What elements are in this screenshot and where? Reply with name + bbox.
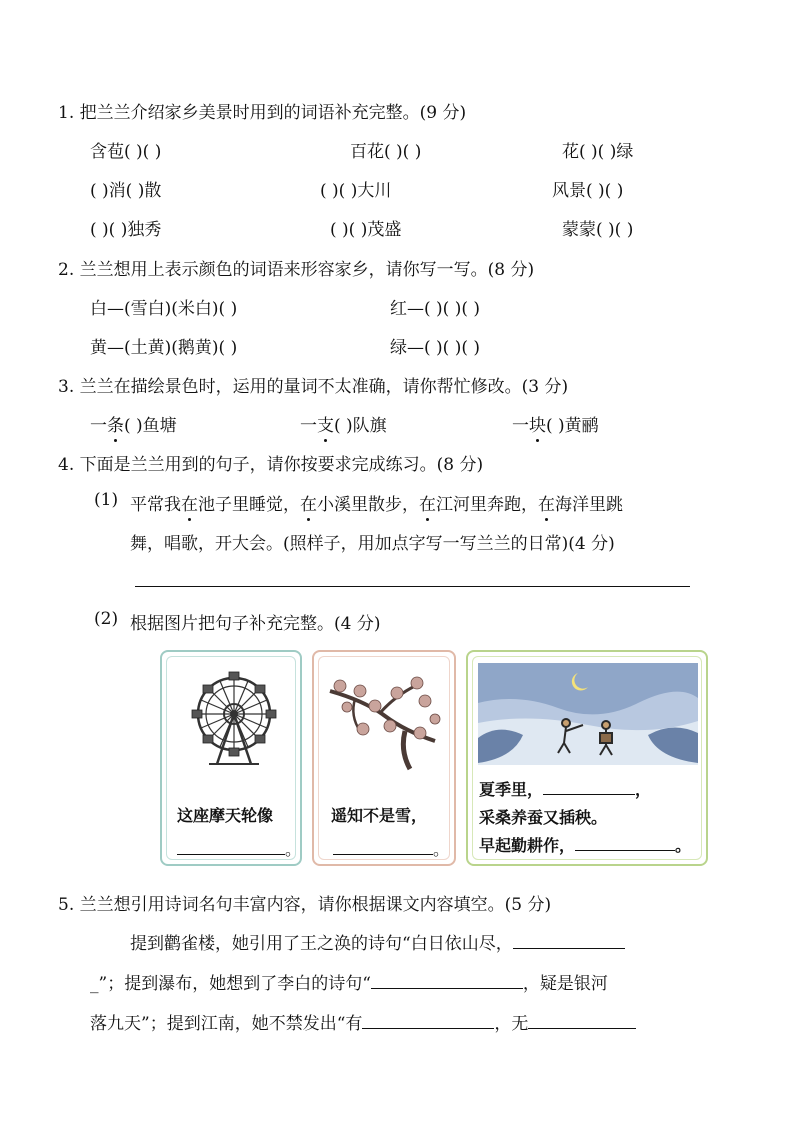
card-blank[interactable] — [575, 834, 675, 851]
q1-item: ( )( )独秀 — [90, 220, 162, 240]
card-line1 — [479, 777, 651, 800]
q5-text: 落九天”；提到江南，她不禁发出“有 — [90, 1014, 363, 1034]
dotted-char: 在 — [538, 490, 555, 515]
dotted-char: 在 — [300, 490, 317, 515]
q5-text: _”；提到瀑布，她想到了李白的诗句“ — [90, 974, 371, 994]
fill-blank[interactable] — [528, 1011, 636, 1029]
q3-item-post: ( )鱼塘 — [124, 416, 177, 436]
sentence-part: 海洋里跳 — [555, 495, 623, 515]
q5-line2 — [90, 969, 608, 994]
q4-title: 4. 下面是兰兰用到的句子，请你按要求完成练习。(8 分) — [58, 455, 484, 475]
q4-sub1-sentence — [130, 490, 623, 515]
q1-title: 1. 把兰兰介绍家乡美景时用到的词语补充完整。(9 分) — [58, 103, 467, 123]
q5-line3 — [90, 1009, 636, 1034]
q3-title: 3. 兰兰在描绘景色时，运用的量词不太准确，请你帮忙修改。(3 分) — [58, 377, 569, 397]
sentence-part: 池子里睡觉， — [198, 495, 300, 515]
sentence-part: 小溪里散步， — [317, 495, 419, 515]
card-end: 。 — [675, 836, 692, 855]
q3-item — [90, 411, 177, 436]
q2-item: 黄—(土黄)(鹅黄)( ) — [90, 338, 238, 358]
card-text: 遥知不是雪， — [331, 806, 428, 825]
card-text: 采桑养蚕又插秧。 — [479, 808, 608, 827]
card-text: 早起勤耕作， — [479, 836, 576, 855]
q1-item: 花( )( )绿 — [562, 142, 634, 162]
dotted-char: 块 — [529, 411, 546, 436]
q3-item — [512, 411, 599, 436]
q5-text: ，无 — [494, 1014, 529, 1034]
fill-blank[interactable] — [362, 1011, 494, 1029]
dotted-char: 在 — [181, 490, 198, 515]
card-frame — [318, 656, 450, 860]
card-end: ， — [635, 780, 652, 799]
q5-line1 — [130, 929, 625, 954]
q1-item: 百花( )( ) — [350, 142, 422, 162]
q1-item: 风景( )( ) — [552, 181, 624, 201]
q3-item-pre: 一 — [300, 416, 317, 436]
night-farming-illustration — [478, 663, 698, 765]
q4-sub1-label: (1) — [94, 490, 119, 510]
q3-item-post: ( )队旗 — [334, 416, 387, 436]
plum-blossom-illustration — [325, 671, 445, 771]
q5-text: 提到鹳雀楼，她引用了王之涣的诗句“白日依山尽， — [130, 934, 513, 954]
q1-item: ( )( )大川 — [320, 181, 392, 201]
q1-item: 含苞( )( ) — [90, 142, 162, 162]
q4-sub2-text: 根据图片把句子补充完整。(4 分) — [130, 614, 381, 634]
answer-line[interactable] — [135, 586, 690, 587]
dotted-char: 支 — [317, 411, 334, 436]
q5-title: 5. 兰兰想引用诗词名句丰富内容，请你根据课文内容填空。(5 分) — [58, 895, 552, 915]
q3-item — [300, 411, 387, 436]
card-blank[interactable] — [333, 837, 449, 860]
fill-blank[interactable] — [513, 931, 625, 949]
card-frame — [166, 656, 302, 860]
q2-item: 绿—( )( )( ) — [390, 338, 481, 358]
picture-card-plum-blossom — [312, 650, 456, 866]
q4-sub1-line2: 舞，唱歌，开大会。(照样子，用加点字写一写兰兰的日常)(4 分) — [130, 534, 615, 554]
card-end: 。 — [285, 840, 302, 859]
card-text: 这座摩天轮像 — [177, 806, 274, 825]
q5-text: ，疑是银河 — [522, 974, 608, 994]
ferris-wheel-illustration — [179, 669, 289, 769]
card-frame — [472, 656, 702, 860]
card-end: 。 — [433, 840, 450, 859]
q3-item-pre: 一 — [90, 416, 107, 436]
q3-item-post: ( )黄鹂 — [546, 416, 599, 436]
card-blank[interactable] — [177, 837, 301, 860]
sentence-part: 江河里奔跑， — [436, 495, 538, 515]
q2-item: 白—(雪白)(米白)( ) — [90, 299, 238, 319]
sentence-part: 平常我 — [130, 495, 181, 515]
q1-item: 蒙蒙( )( ) — [562, 220, 634, 240]
picture-card-summer-scene — [466, 650, 708, 866]
q2-title: 2. 兰兰想用上表示颜色的词语来形容家乡，请你写一写。(8 分) — [58, 260, 535, 280]
picture-card-ferris-wheel — [160, 650, 302, 866]
card-line3 — [479, 833, 691, 856]
q1-item: ( )( )茂盛 — [330, 220, 402, 240]
dotted-char: 在 — [419, 490, 436, 515]
q3-item-pre: 一 — [512, 416, 529, 436]
q1-item: ( )消( )散 — [90, 181, 162, 201]
dotted-char: 条 — [107, 411, 124, 436]
fill-blank[interactable] — [371, 971, 523, 989]
q2-item: 红—( )( )( ) — [390, 299, 481, 319]
card-text: 夏季里， — [479, 780, 544, 799]
card-blank[interactable] — [543, 778, 635, 795]
q4-sub2-label: (2) — [94, 609, 119, 629]
